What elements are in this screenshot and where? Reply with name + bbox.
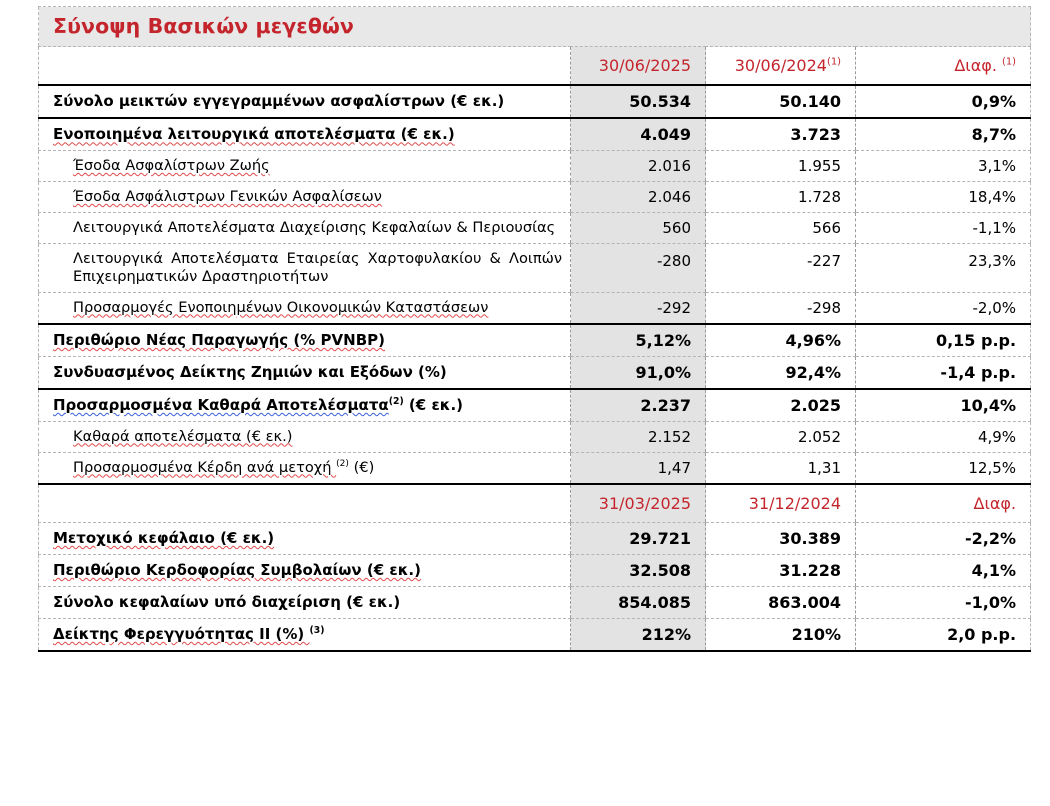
row-value-col3: 4,9% <box>856 421 1031 452</box>
header-row-secondary <box>39 484 1031 523</box>
row-value-col1: -280 <box>571 244 706 293</box>
header-label-blank <box>39 47 571 86</box>
row-label-text: Δείκτης Φερεγγυότητας II (%) <box>53 624 310 643</box>
row-value-col3: 2,0 p.p. <box>856 618 1031 651</box>
row-label-text: Προσαρμοσμένα Καθαρά Αποτελέσματα <box>53 395 389 414</box>
row-value-col3: 18,4% <box>856 182 1031 213</box>
table-row <box>39 421 1031 452</box>
header-col-diff-1 <box>856 47 1031 86</box>
page-title: Σύνοψη Βασικών μεγεθών <box>39 7 1031 47</box>
row-label-text: Μετοχικό κεφάλαιο (€ εκ.) <box>53 528 275 547</box>
row-label <box>39 182 571 213</box>
row-value-col2: 2.052 <box>706 421 856 452</box>
row-value-col1: 560 <box>571 213 706 244</box>
row-label <box>39 452 571 484</box>
footnote-marker-2a: (2) <box>388 395 404 407</box>
header2-label-blank <box>39 484 571 523</box>
header-col-31-03-2025: 31/03/2025 <box>571 484 706 523</box>
row-value-col3: 4,1% <box>856 554 1031 586</box>
row-value-col1: 2.016 <box>571 151 706 182</box>
row-value-col1: 91,0% <box>571 356 706 389</box>
row-label-text: Προσαρμοσμένα Κέρδη ανά μετοχή <box>73 458 337 476</box>
row-value-col1: 50.534 <box>571 85 706 118</box>
key-figures-table <box>38 6 1031 652</box>
table-row <box>39 118 1031 151</box>
row-value-col1: 2.152 <box>571 421 706 452</box>
row-value-col2: 2.025 <box>706 389 856 422</box>
row-value-col2: 1,31 <box>706 452 856 484</box>
header-col-30-06-2024-text: 30/06/2024 <box>734 56 827 75</box>
row-label <box>39 421 571 452</box>
row-value-col1: 1,47 <box>571 452 706 484</box>
row-label <box>39 554 571 586</box>
row-value-col3: 10,4% <box>856 389 1031 422</box>
table-row <box>39 356 1031 389</box>
row-label <box>39 118 571 151</box>
table-row <box>39 244 1031 293</box>
header-row-primary <box>39 47 1031 86</box>
row-label-text: Ενοποιημένα λειτουργικά αποτελέσματα (€ εκ.) <box>53 125 455 144</box>
row-value-col2: 566 <box>706 213 856 244</box>
row-value-col3: 8,7% <box>856 118 1031 151</box>
row-value-col2: 30.389 <box>706 522 856 554</box>
table-row <box>39 85 1031 118</box>
row-value-col3: -1,1% <box>856 213 1031 244</box>
row-value-col2: -227 <box>706 244 856 293</box>
row-value-col1: 29.721 <box>571 522 706 554</box>
row-value-col3: -1,4 p.p. <box>856 356 1031 389</box>
row-value-col1: 4.049 <box>571 118 706 151</box>
row-label <box>39 618 571 651</box>
table-row <box>39 618 1031 651</box>
row-value-col1: -292 <box>571 292 706 324</box>
row-label <box>39 292 571 324</box>
header-col-30-06-2024 <box>706 47 856 86</box>
table-row <box>39 324 1031 357</box>
header-col-diff-1-text: Διαφ. <box>954 56 997 75</box>
row-label-text: Έσοδα Ασφαλίστρων Ζωής <box>73 157 270 175</box>
header-col-30-06-2025: 30/06/2025 <box>571 47 706 86</box>
row-value-col3: 3,1% <box>856 151 1031 182</box>
row-value-col2: 4,96% <box>706 324 856 357</box>
table-body <box>39 7 1031 651</box>
row-value-col1: 2.237 <box>571 389 706 422</box>
row-label-tail: (€ εκ.) <box>403 395 463 414</box>
row-label <box>39 151 571 182</box>
table-row <box>39 182 1031 213</box>
table-row <box>39 151 1031 182</box>
row-value-col3: -2,2% <box>856 522 1031 554</box>
table-row <box>39 213 1031 244</box>
row-label <box>39 324 571 357</box>
row-value-col3: 23,3% <box>856 244 1031 293</box>
row-value-col1: 212% <box>571 618 706 651</box>
row-label: Συνδυασμένος Δείκτης Ζημιών και Εξόδων (%) <box>39 356 571 389</box>
table-row <box>39 554 1031 586</box>
row-label-tail: (€) <box>348 458 375 476</box>
row-label-text: Περιθώριο Νέας Παραγωγής (% PVNBP) <box>53 330 385 349</box>
row-label: Σύνολο κεφαλαίων υπό διαχείριση (€ εκ.) <box>39 586 571 618</box>
row-value-col2: 50.140 <box>706 85 856 118</box>
row-value-col1: 854.085 <box>571 586 706 618</box>
row-value-col3: 0,9% <box>856 85 1031 118</box>
row-label-text: Καθαρά αποτελέσματα (€ εκ.) <box>73 427 293 445</box>
row-label <box>39 389 571 422</box>
row-value-col3: -1,0% <box>856 586 1031 618</box>
row-label: Λειτουργικά Αποτελέσματα Εταιρείας Χαρτοφυλακίου & Λοιπών Επιχειρηματικών Δραστηριοτήτων <box>39 244 571 293</box>
row-value-col3: 0,15 p.p. <box>856 324 1031 357</box>
row-label <box>39 522 571 554</box>
footnote-marker-1a: (1) <box>826 56 841 68</box>
header-col-31-12-2024: 31/12/2024 <box>706 484 856 523</box>
row-label-text: Προσαρμογές Ενοποιημένων Οικονομικών Καταστάσεων <box>73 298 489 316</box>
row-label: Σύνολο μεικτών εγγεγραμμένων ασφαλίστρων (€ εκ.) <box>39 85 571 118</box>
row-value-col2: 31.228 <box>706 554 856 586</box>
table-row <box>39 452 1031 484</box>
row-value-col3: -2,0% <box>856 292 1031 324</box>
row-value-col2: 92,4% <box>706 356 856 389</box>
footnote-marker-3: (3) <box>309 624 325 636</box>
row-value-col2: 1.955 <box>706 151 856 182</box>
table-row <box>39 389 1031 422</box>
header-col-diff-2: Διαφ. <box>856 484 1031 523</box>
row-value-col1: 2.046 <box>571 182 706 213</box>
row-value-col2: -298 <box>706 292 856 324</box>
footnote-marker-1b: (1) <box>1002 56 1017 68</box>
row-label: Λειτουργικά Αποτελέσματα Διαχείρισης Κεφαλαίων & Περιουσίας <box>39 213 571 244</box>
row-value-col2: 1.728 <box>706 182 856 213</box>
row-value-col2: 3.723 <box>706 118 856 151</box>
row-value-col1: 32.508 <box>571 554 706 586</box>
footnote-marker-2b: (2) <box>336 458 349 469</box>
table-title-row <box>39 7 1031 47</box>
table-row <box>39 522 1031 554</box>
table-row <box>39 292 1031 324</box>
row-label-text: Περιθώριο Κερδοφορίας Συμβολαίων (€ εκ.) <box>53 560 421 579</box>
row-value-col1: 5,12% <box>571 324 706 357</box>
table-row <box>39 586 1031 618</box>
row-value-col2: 210% <box>706 618 856 651</box>
row-value-col3: 12,5% <box>856 452 1031 484</box>
row-value-col2: 863.004 <box>706 586 856 618</box>
row-label-text: Έσοδα Ασφάλιστρων Γενικών Ασφαλίσεων <box>73 188 382 206</box>
